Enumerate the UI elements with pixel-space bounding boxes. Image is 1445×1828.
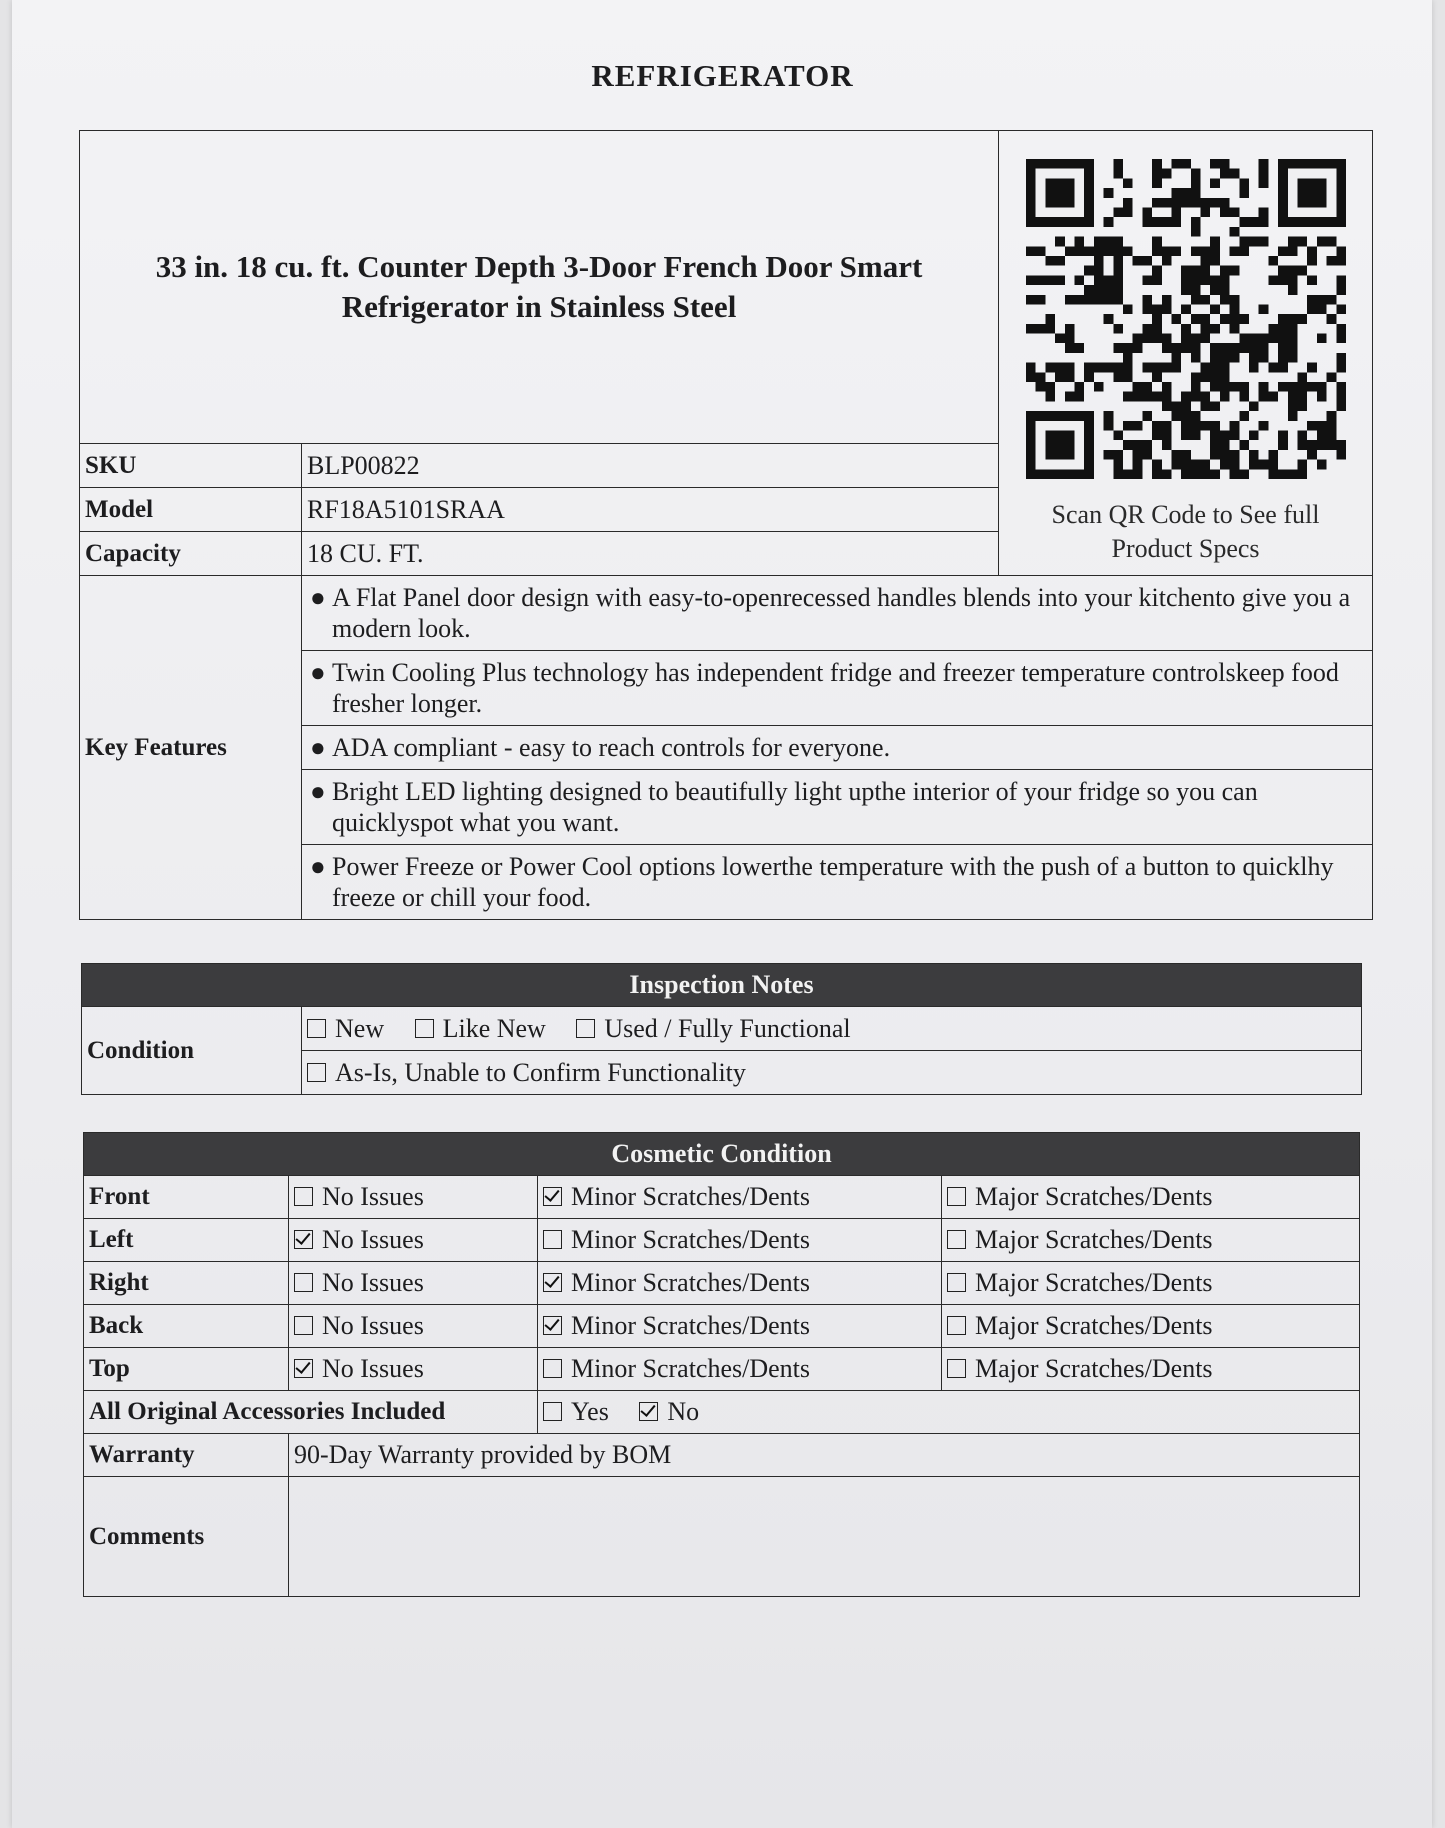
cosmetic-row-label: Right [84, 1262, 289, 1305]
condition-as-is-option[interactable]: As-Is, Unable to Confirm Functionality [307, 1058, 746, 1088]
sku-value: BLP00822 [302, 444, 999, 488]
cosmetic-table [83, 1132, 1360, 1597]
cosmetic-option[interactable]: Minor Scratches/Dents [538, 1262, 942, 1305]
cosmetic-option[interactable]: Major Scratches/Dents [942, 1262, 1360, 1305]
checkbox[interactable] [947, 1187, 966, 1206]
cosmetic-option[interactable]: Minor Scratches/Dents [538, 1305, 942, 1348]
qr-caption [1004, 498, 1367, 566]
cosmetic-option[interactable]: Major Scratches/Dents [942, 1176, 1360, 1219]
condition-options-row [302, 1007, 1362, 1051]
cosmetic-header: Cosmetic Condition [84, 1133, 1360, 1176]
checkbox[interactable] [294, 1187, 313, 1206]
cosmetic-option[interactable]: No Issues [289, 1176, 538, 1219]
model-value: RF18A5101SRAA [302, 488, 999, 532]
cosmetic-option[interactable]: Minor Scratches/Dents [538, 1348, 942, 1391]
product-title-line1: 33 in. 18 cu. ft. Counter Depth 3-Door French Door Smart [155, 249, 923, 284]
checkbox[interactable] [294, 1359, 313, 1378]
document-title: REFRIGERATOR [591, 58, 854, 93]
checkbox[interactable] [947, 1273, 966, 1292]
condition-label: Condition [82, 1007, 302, 1095]
cosmetic-row [84, 1262, 1360, 1305]
product-title-line2: Refrigerator in Stainless Steel [341, 289, 737, 324]
qr-code-icon[interactable] [1026, 159, 1346, 479]
qr-cell [999, 131, 1373, 576]
feature-item: ● Bright LED lighting designed to beautifully light upthe interior of your fridge so you can quicklyspot what you want. [302, 770, 1373, 845]
cosmetic-option[interactable]: Major Scratches/Dents [942, 1348, 1360, 1391]
cosmetic-row-label: Top [84, 1348, 289, 1391]
checkbox[interactable] [639, 1402, 658, 1421]
accessories-no-option[interactable]: No [639, 1397, 699, 1427]
cosmetic-row [84, 1219, 1360, 1262]
checkbox[interactable] [415, 1019, 434, 1038]
product-table [79, 130, 1373, 920]
key-features-label: Key Features [80, 576, 302, 920]
feature-item: ● A Flat Panel door design with easy-to-openrecessed handles blends into your kitchento give you a modern look. [302, 576, 1373, 651]
cosmetic-row-label: Front [84, 1176, 289, 1219]
warranty-value: 90-Day Warranty provided by BOM [289, 1434, 1360, 1477]
cosmetic-row [84, 1176, 1360, 1219]
feature-item: ● ADA compliant - easy to reach controls for everyone. [302, 726, 1373, 770]
condition-used-option[interactable]: Used / Fully Functional [576, 1014, 850, 1044]
checkbox[interactable] [947, 1359, 966, 1378]
comments-label: Comments [84, 1477, 289, 1597]
cosmetic-option[interactable]: No Issues [289, 1219, 538, 1262]
cosmetic-option[interactable]: No Issues [289, 1348, 538, 1391]
accessories-options [538, 1391, 1360, 1434]
cosmetic-option[interactable]: Minor Scratches/Dents [538, 1176, 942, 1219]
inspection-table [81, 963, 1362, 1095]
checkbox[interactable] [307, 1019, 326, 1038]
checkbox[interactable] [543, 1230, 562, 1249]
cosmetic-option[interactable]: No Issues [289, 1262, 538, 1305]
sku-label: SKU [80, 444, 302, 488]
checkbox[interactable] [947, 1230, 966, 1249]
capacity-label: Capacity [80, 532, 302, 576]
comments-field[interactable] [289, 1477, 1360, 1597]
qr-caption-line1: Scan QR Code to See full [1051, 500, 1320, 529]
checkbox[interactable] [947, 1316, 966, 1335]
checkbox[interactable] [576, 1019, 595, 1038]
accessories-label: All Original Accessories Included [84, 1391, 538, 1434]
warranty-label: Warranty [84, 1434, 289, 1477]
checkbox[interactable] [294, 1316, 313, 1335]
feature-item: ● Power Freeze or Power Cool options lowerthe temperature with the push of a button to quicklhy freeze or chill your food. [302, 845, 1373, 920]
accessories-yes-option[interactable]: Yes [543, 1397, 609, 1427]
cosmetic-option[interactable]: Major Scratches/Dents [942, 1305, 1360, 1348]
cosmetic-row-label: Back [84, 1305, 289, 1348]
capacity-value: 18 CU. FT. [302, 532, 999, 576]
cosmetic-row [84, 1348, 1360, 1391]
cosmetic-option[interactable]: Minor Scratches/Dents [538, 1219, 942, 1262]
cosmetic-row [84, 1305, 1360, 1348]
condition-options-row [302, 1051, 1362, 1095]
condition-like-new-option[interactable]: Like New [415, 1014, 546, 1044]
checkbox[interactable] [543, 1402, 562, 1421]
checkbox[interactable] [543, 1316, 562, 1335]
checkbox[interactable] [543, 1359, 562, 1378]
feature-item: ● Twin Cooling Plus technology has independent fridge and freezer temperature controlskeep food fresher longer. [302, 651, 1373, 726]
checkbox[interactable] [294, 1273, 313, 1292]
checkbox[interactable] [543, 1273, 562, 1292]
checkbox[interactable] [307, 1063, 326, 1082]
qr-caption-line2: Product Specs [1111, 534, 1260, 563]
condition-new-option[interactable]: New [307, 1014, 384, 1044]
cosmetic-row-label: Left [84, 1219, 289, 1262]
inspection-header: Inspection Notes [82, 964, 1362, 1007]
checkbox[interactable] [294, 1230, 313, 1249]
checkbox[interactable] [543, 1187, 562, 1206]
cosmetic-option[interactable]: Major Scratches/Dents [942, 1219, 1360, 1262]
product-title [80, 131, 999, 444]
cosmetic-option[interactable]: No Issues [289, 1305, 538, 1348]
model-label: Model [80, 488, 302, 532]
